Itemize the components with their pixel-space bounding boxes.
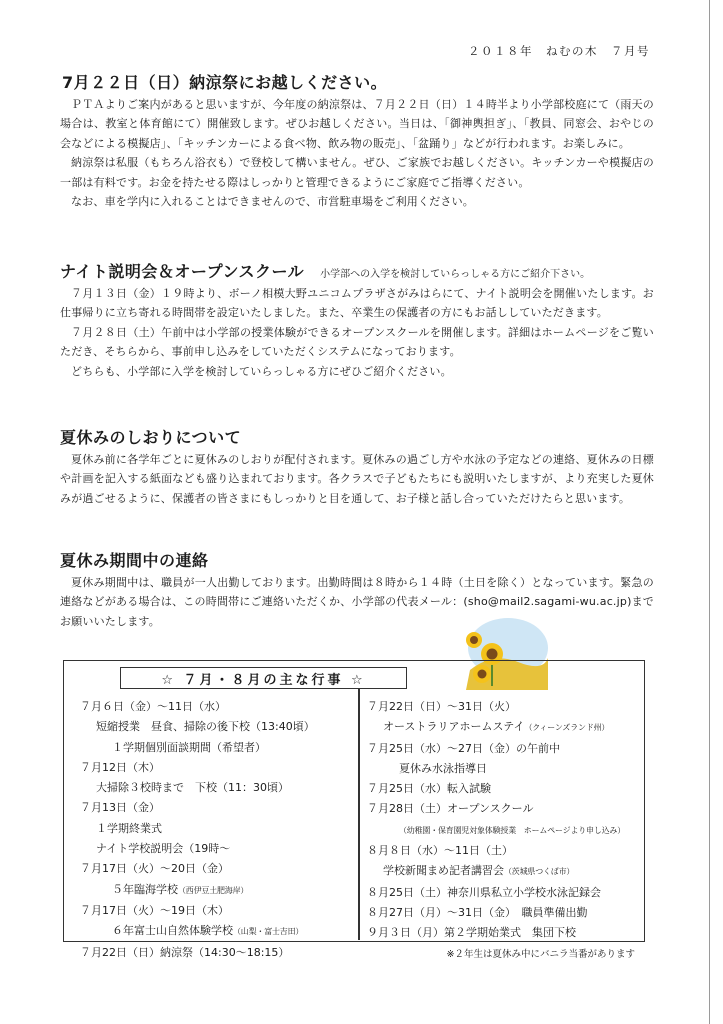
section-noryosai xyxy=(60,70,654,211)
event-text: ８月25日（土）神奈川県私立小学校水泳記録会 xyxy=(367,885,601,899)
section-title: 夏休みのしおりについて xyxy=(60,428,242,447)
event-line xyxy=(367,841,639,861)
event-line xyxy=(367,717,639,738)
paragraph: ７月２８日（土）午前中は小学部の授業体験ができるオープンスクールを開催します。詳細はホームページをご覧いただき、そちらから、事前申し込みをしていただくシステムになっております。 xyxy=(60,325,654,359)
event-text: オーストラリアホームステイ xyxy=(383,720,525,734)
paragraph: ＰＴＡよりご案内があると思いますが、今年度の納涼祭は、７月２２日（日）１４時半より小学部校庭にて（雨天の場合は、教室と体育館にて）開催致します。ぜひお越しください。当日は、「御神輿担ぎ」、「教員、同窓会、おやじの会などによる模擬店」、「キッチンカーによる食べ物、飲み物の販売」、「盆踊り」などが行われます。お楽しみに。 xyxy=(60,98,654,150)
event-line xyxy=(367,739,639,759)
event-line xyxy=(80,778,355,798)
event-detail: （西伊豆土肥海岸） xyxy=(178,885,249,895)
section-summer-guide xyxy=(60,425,654,508)
event-detail: （山梨・富士吉田） xyxy=(233,927,304,937)
paragraph: 夏休み前に各学年ごとに夏休みのしおりが配付されます。夏休みの過ごし方や水泳の予定などの連絡、夏休みの日標や計画を記入する紙面なども盛り込まれております。各クラスで子どもたちにも説明いたしますが、より充実した夏休みが過ごせるように、保護者の皆さまにもしっかりと目を通して、お子様と話し合っていただけたらと思います。 xyxy=(60,453,654,505)
event-line xyxy=(80,738,355,758)
event-line xyxy=(367,861,639,882)
event-line xyxy=(80,717,355,737)
event-line xyxy=(367,883,639,903)
section-title: 夏休み期間中の連絡 xyxy=(60,551,209,570)
section-title xyxy=(60,259,654,282)
event-line xyxy=(80,901,355,921)
event-line xyxy=(367,759,639,779)
section-night-briefing xyxy=(60,259,654,381)
event-detail: （幼稚園・保育園児対象体験授業 ホームページより申し込み） xyxy=(399,825,626,835)
event-line xyxy=(80,819,355,839)
event-line xyxy=(367,779,639,799)
section-summer-contact xyxy=(60,548,654,631)
paragraph: どちらも、小学部に入学を検討していらっしゃる方にぜひご紹介ください。 xyxy=(71,364,452,378)
event-line xyxy=(367,903,639,923)
event-text: ６年富士山自然体験学校 xyxy=(112,924,233,938)
event-text: ７月６日（金）～11日（水） xyxy=(80,700,226,713)
events-left-column xyxy=(80,697,355,963)
event-text: 夏休み水泳指導日 xyxy=(399,761,487,775)
event-text: ナイト学校説明会（19時～ xyxy=(96,842,231,856)
event-line xyxy=(80,880,355,901)
event-text: ８月８日（水）～11日（土） xyxy=(367,844,513,858)
paragraph xyxy=(60,573,654,631)
event-line xyxy=(80,859,355,879)
paragraph: 納涼祭は私服（もちろん浴衣も）で登校して構いません。ぜひ、ご家族でお越しください。キッチンカーや模擬店の一部は有料です。お金を持たせる際はしっかりと管理できるようにご家庭でご指導ください。 xyxy=(60,156,654,189)
event-line xyxy=(80,921,355,942)
section-subtitle: 小学部への入学を検討していらっしゃる方にご紹介下さい。 xyxy=(320,269,591,280)
event-text: ７月25日（水）～27日（金）の午前中 xyxy=(367,741,560,755)
event-text: ５年臨海学校 xyxy=(112,882,178,896)
events-right-column xyxy=(367,697,639,963)
event-line xyxy=(80,943,355,963)
column-divider xyxy=(358,689,360,940)
newsletter-header: ２０１８年 ねむの木 ７月号 xyxy=(468,44,650,58)
event-text: ９月３日（月）第２学期始業式 集団下校 xyxy=(367,926,576,940)
event-text: ７月28日（土）オープンスクール xyxy=(367,802,534,816)
event-text: ７月12日（木） xyxy=(80,760,160,774)
paragraph: ７月１３日（金）１９時より、ボーノ相模大野ユニコムプラザさがみはらにて、ナイト説明会を開催いたします。お仕事帰りに立ち寄れる時間帯を設定いたしました。また、卒業生の保護者の方にもお話ししていただきます。 xyxy=(60,287,654,320)
event-line xyxy=(80,839,355,859)
event-text: 大掃除３校時まで 下校（11：30頃） xyxy=(96,781,289,795)
contact-text-end: までお願いいたします。 xyxy=(60,595,654,628)
paragraph: なお、車を学内に入れることはできませんので、市営駐車場をご利用ください。 xyxy=(71,195,474,209)
event-detail: （茨城県つくば市） xyxy=(504,867,575,877)
event-text: 学校新聞まめ記者講習会 xyxy=(383,864,504,878)
event-line xyxy=(367,923,639,943)
event-text: １学期終業式 xyxy=(96,821,162,835)
event-text: ８月27日（月）～31日（金） 職員準備出勤 xyxy=(367,905,588,919)
events-box xyxy=(63,660,645,960)
event-line xyxy=(367,820,639,841)
event-line xyxy=(367,799,639,819)
event-text: ７月22日（日）納涼祭（14:30～18:15） xyxy=(80,945,290,959)
event-text: ７月17日（火）～20日（金） xyxy=(80,862,229,876)
event-line xyxy=(80,798,355,818)
event-text: ７月25日（水）転入試験 xyxy=(367,782,491,796)
event-line xyxy=(80,697,355,717)
event-line xyxy=(80,758,355,778)
section-title: 7月２２日（日）納涼祭にお越しください。 xyxy=(62,73,388,92)
event-text: ７月17日（火）～19日（木） xyxy=(80,903,229,917)
event-line xyxy=(367,697,639,717)
event-text: 短縮授業 昼食、掃除の後下校（13:40頃） xyxy=(96,720,315,734)
events-note: ※２年生は夏休み中にバニラ当番があります xyxy=(446,948,635,960)
events-title: ☆ ７月・８月の主な行事 ☆ xyxy=(120,667,407,689)
event-text: １学期個別面談期間（希望者） xyxy=(112,740,266,754)
event-text: ７月22日（日）～31日（火） xyxy=(367,700,516,713)
event-detail: （クィーンズランド州） xyxy=(524,723,610,733)
section-title-text: ナイト説明会＆オープンスクール xyxy=(60,262,305,281)
contact-text: 夏休み期間中は、職員が一人出勤しております。出勤時間は８時から１４時（土日を除く）となっています。緊急の連絡などがある場合は、この時間帯にご連絡いただくか、小学部の代表メール： xyxy=(60,576,654,609)
event-text: ７月13日（金） xyxy=(80,801,160,815)
contact-email[interactable]: (sho@mail2.sagami-wu.ac.jp) xyxy=(463,595,632,609)
